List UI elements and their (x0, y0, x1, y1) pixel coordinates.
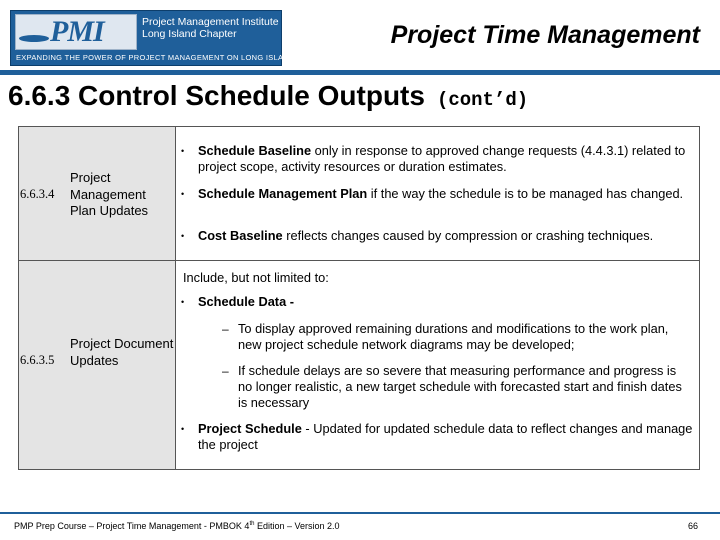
bullet-icon: • (181, 424, 185, 434)
sub-bullet-target-schedule: If schedule delays are so severe that measuring performance and progress is no longer realistic, a new target schedule with forecasted start and finish dates is necessary (238, 363, 682, 410)
row-label-text: Project Management Plan Updates (70, 170, 149, 218)
row-divider (19, 260, 699, 261)
footer-text-after: Edition – Version 2.0 (254, 521, 340, 531)
row-number: 6.6.3.4 (20, 187, 55, 201)
bullet-schedule-baseline (198, 143, 694, 175)
logo-mark-text: PMI (50, 15, 104, 48)
pmi-logo (10, 10, 295, 66)
header-title: Project Time Management (390, 21, 700, 49)
slide-title-text: 6.6.3 Control Schedule Outputs (8, 80, 425, 111)
bullet-text: - Updated for updated schedule data to reflect changes and manage the project (198, 421, 693, 452)
sub-bullet-network-diagrams: To display approved remaining durations and modifications to the work plan, new project schedule network diagrams may be developed; (238, 321, 669, 352)
bullet-icon: • (181, 189, 185, 199)
bullet-text: if the way the schedule is to be managed has changed. (367, 186, 684, 201)
logo-tagline: EXPANDING THE POWER OF PROJECT MANAGEMENT ON LONG ISLAND (16, 53, 295, 62)
bullet-cost-baseline (198, 228, 698, 244)
bullet-project-schedule (198, 421, 694, 453)
bullet-icon: • (181, 231, 185, 241)
footer-text-before: PMP Prep Course – Project Time Management - PMBOK 4 (14, 521, 250, 531)
slide-title-suffix: (cont’d) (436, 89, 529, 111)
logo-org-name (142, 16, 279, 40)
bullet-bold: Schedule Baseline (198, 143, 312, 158)
page-number: 66 (687, 521, 698, 531)
footer-rule (0, 512, 720, 514)
bullet-bold: Cost Baseline (198, 228, 283, 243)
footer-text (14, 521, 340, 531)
bullet-icon: • (181, 146, 185, 156)
bullet-text: reflects changes caused by compression or crashing techniques. (282, 228, 654, 243)
row-number: 6.6.3.5 (20, 353, 55, 367)
slide-title (8, 80, 528, 112)
logo-chapter-line: Long Island Chapter (142, 28, 237, 40)
outputs-table (18, 126, 700, 470)
logo-org-line: Project Management Institute (142, 16, 279, 28)
dash-icon: – (222, 364, 229, 378)
bullet-schedule-data (198, 294, 294, 310)
pmi-logo-mark (15, 14, 137, 50)
bullet-icon: • (181, 297, 185, 307)
row-intro: Include, but not limited to: (183, 270, 329, 285)
bullet-bold: Schedule Data - (198, 294, 295, 309)
bullet-text: only in response to approved change requests (4.4.3.1) related to project scope, activity resources or duration estimates. (198, 143, 686, 174)
bullet-bold: Schedule Management Plan (198, 186, 368, 201)
row-label-text: Project Document Updates (70, 336, 174, 368)
header-rule (0, 70, 720, 75)
dash-icon: – (222, 322, 229, 336)
long-island-icon (19, 35, 49, 42)
bullet-schedule-management-plan (198, 186, 694, 202)
footer-superscript: th (249, 521, 255, 527)
bullet-bold: Project Schedule (198, 421, 302, 436)
